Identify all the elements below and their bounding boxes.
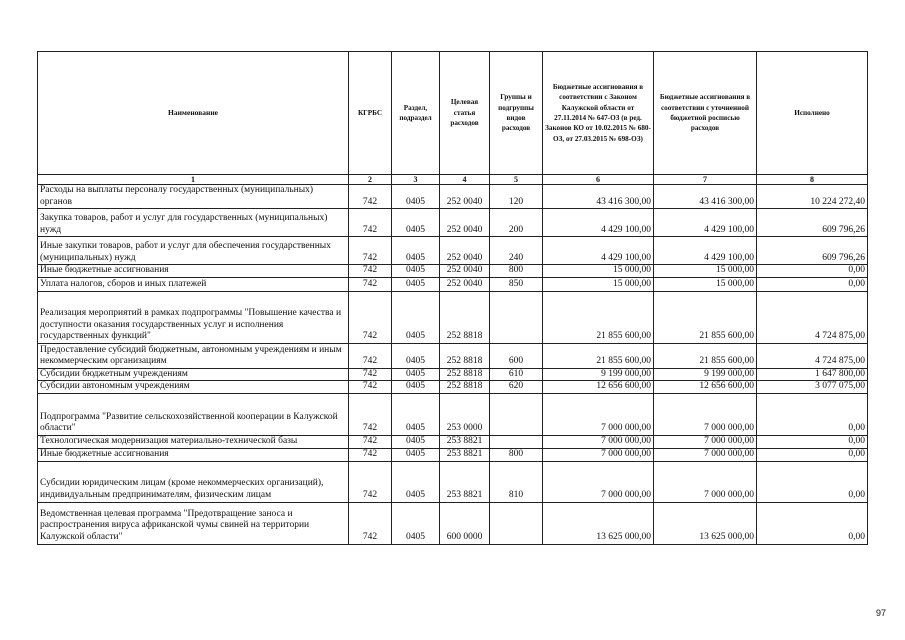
header-target: Целевая статья расходов [440,52,490,175]
cell-target: 253 8821 [440,435,490,448]
cell-kgrbs: 742 [349,277,392,291]
cell-name: Предоставление субсидий бюджетным, автономным учреждениям и иным некоммерческим организациям [38,343,349,368]
cell-name: Иные бюджетные ассигнования [38,448,349,461]
cell-name: Технологическая модернизация материально-технической базы [38,435,349,448]
header-groups: Группы и подгруппы видов расходов [490,52,543,175]
cell-law: 7 000 000,00 [543,435,654,448]
cell-kgrbs: 742 [349,343,392,368]
cell-name: Субсидии автономным учреждениям [38,381,349,394]
cell-executed: 609 796,26 [757,209,868,237]
cell-section: 0405 [392,277,440,291]
cell-law: 21 855 600,00 [543,343,654,368]
cell-section: 0405 [392,393,440,435]
cell-law: 7 000 000,00 [543,448,654,461]
table-row [38,368,868,381]
cell-kgrbs: 742 [349,461,392,502]
cell-refined: 7 000 000,00 [654,393,757,435]
cell-law: 4 429 100,00 [543,237,654,265]
cell-section: 0405 [392,381,440,394]
cell-refined: 4 429 100,00 [654,237,757,265]
cell-group [490,435,543,448]
cell-kgrbs: 742 [349,502,392,544]
header-kgrbs: КГРБС [349,52,392,175]
cell-group: 810 [490,461,543,502]
cell-law: 4 429 100,00 [543,209,654,237]
cell-executed: 3 077 075,00 [757,381,868,394]
table-row [38,209,868,237]
header-section: Раздел, подраздел [392,52,440,175]
cell-group: 610 [490,368,543,381]
cell-group: 200 [490,209,543,237]
cell-executed: 0,00 [757,502,868,544]
cell-refined: 15 000,00 [654,277,757,291]
cell-target: 252 0040 [440,237,490,265]
cell-refined: 7 000 000,00 [654,461,757,502]
table-row [38,185,868,209]
cell-section: 0405 [392,237,440,265]
cell-refined: 13 625 000,00 [654,502,757,544]
cell-refined: 9 199 000,00 [654,368,757,381]
cell-kgrbs: 742 [349,435,392,448]
cell-group [490,502,543,544]
cell-group: 620 [490,381,543,394]
cell-section: 0405 [392,185,440,209]
cell-refined: 4 429 100,00 [654,209,757,237]
column-number: 1 [38,175,349,185]
cell-name: Закупка товаров, работ и услуг для государственных (муниципальных) нужд [38,209,349,237]
cell-kgrbs: 742 [349,185,392,209]
cell-refined: 21 855 600,00 [654,291,757,343]
cell-section: 0405 [392,291,440,343]
cell-section: 0405 [392,209,440,237]
cell-section: 0405 [392,343,440,368]
table-row [38,291,868,343]
cell-name: Подпрограмма "Развитие сельскохозяйственной кооперации в Калужской области" [38,393,349,435]
table-row [38,448,868,461]
cell-name: Субсидии бюджетным учреждениям [38,368,349,381]
cell-refined: 21 855 600,00 [654,343,757,368]
cell-law: 12 656 600,00 [543,381,654,394]
cell-target: 252 0040 [440,185,490,209]
header-name: Наименование [38,52,349,175]
cell-executed: 4 724 875,00 [757,343,868,368]
cell-target: 252 8818 [440,343,490,368]
cell-group: 240 [490,237,543,265]
cell-name: Иные бюджетные ассигнования [38,265,349,278]
cell-executed: 609 796,26 [757,237,868,265]
page-number: 97 [875,608,886,618]
cell-section: 0405 [392,435,440,448]
cell-law: 7 000 000,00 [543,393,654,435]
header-budget-refined: Бюджетные ассигнования в соответствии с уточненной бюджетной росписью расходов [654,52,757,175]
cell-name: Ведомственная целевая программа "Предотвращение заноса и распространения вируса африканской чумы свиней на территории Калужской области" [38,502,349,544]
cell-target: 252 8818 [440,381,490,394]
cell-group: 800 [490,265,543,278]
header-budget-law: Бюджетные ассигнования в соответствии с Законом Калужской области от 27.11.2014 № 647-ОЗ (в ред. Законов КО от 10.02.2015 № 680-ОЗ, от 27.03.2015 № 698-ОЗ) [543,52,654,175]
cell-law: 13 625 000,00 [543,502,654,544]
table-row [38,237,868,265]
cell-name: Расходы на выплаты персоналу государственных (муниципальных) органов [38,185,349,209]
cell-law: 15 000,00 [543,265,654,278]
cell-executed: 0,00 [757,461,868,502]
cell-section: 0405 [392,368,440,381]
cell-executed: 10 224 272,40 [757,185,868,209]
table-row [38,393,868,435]
table-row [38,435,868,448]
cell-target: 252 8818 [440,291,490,343]
cell-executed: 1 647 800,00 [757,368,868,381]
table-row [38,343,868,368]
cell-refined: 12 656 600,00 [654,381,757,394]
table-row [38,277,868,291]
cell-executed: 0,00 [757,277,868,291]
cell-target: 252 0040 [440,277,490,291]
cell-target: 253 8821 [440,461,490,502]
cell-section: 0405 [392,502,440,544]
cell-group: 120 [490,185,543,209]
cell-section: 0405 [392,448,440,461]
cell-section: 0405 [392,265,440,278]
cell-law: 15 000,00 [543,277,654,291]
table-row [38,461,868,502]
column-number: 3 [392,175,440,185]
column-number: 6 [543,175,654,185]
column-number-row [38,175,868,185]
cell-kgrbs: 742 [349,393,392,435]
column-number: 4 [440,175,490,185]
cell-law: 7 000 000,00 [543,461,654,502]
cell-group: 800 [490,448,543,461]
cell-kgrbs: 742 [349,265,392,278]
cell-target: 252 8818 [440,368,490,381]
cell-name: Иные закупки товаров, работ и услуг для обеспечения государственных (муниципальных) нужд [38,237,349,265]
cell-refined: 7 000 000,00 [654,448,757,461]
cell-law: 43 416 300,00 [543,185,654,209]
cell-group: 600 [490,343,543,368]
cell-executed: 0,00 [757,435,868,448]
cell-executed: 0,00 [757,265,868,278]
cell-refined: 43 416 300,00 [654,185,757,209]
column-number: 2 [349,175,392,185]
column-number: 7 [654,175,757,185]
cell-target: 252 0040 [440,265,490,278]
cell-executed: 0,00 [757,448,868,461]
cell-kgrbs: 742 [349,368,392,381]
column-number: 8 [757,175,868,185]
cell-target: 253 8821 [440,448,490,461]
cell-law: 21 855 600,00 [543,291,654,343]
cell-name: Реализация мероприятий в рамках подпрограммы "Повышение качества и доступности оказания государственных услуг и исполнения государственных функций" [38,291,349,343]
cell-kgrbs: 742 [349,291,392,343]
cell-kgrbs: 742 [349,448,392,461]
cell-refined: 7 000 000,00 [654,435,757,448]
cell-executed: 4 724 875,00 [757,291,868,343]
cell-target: 253 0000 [440,393,490,435]
cell-refined: 15 000,00 [654,265,757,278]
cell-kgrbs: 742 [349,237,392,265]
cell-kgrbs: 742 [349,209,392,237]
column-number: 5 [490,175,543,185]
header-row [38,52,868,175]
cell-executed: 0,00 [757,393,868,435]
cell-section: 0405 [392,461,440,502]
cell-target: 252 0040 [440,209,490,237]
cell-kgrbs: 742 [349,381,392,394]
cell-group [490,393,543,435]
cell-name: Уплата налогов, сборов и иных платежей [38,277,349,291]
header-executed: Исполнено [757,52,868,175]
table-row [38,265,868,278]
table-row [38,502,868,544]
cell-group: 850 [490,277,543,291]
cell-target: 600 0000 [440,502,490,544]
cell-law: 9 199 000,00 [543,368,654,381]
table-row [38,381,868,394]
budget-table [37,51,868,545]
cell-name: Субсидии юридическим лицам (кроме некоммерческих организаций), индивидуальным предпринимателям, физическим лицам [38,461,349,502]
cell-group [490,291,543,343]
